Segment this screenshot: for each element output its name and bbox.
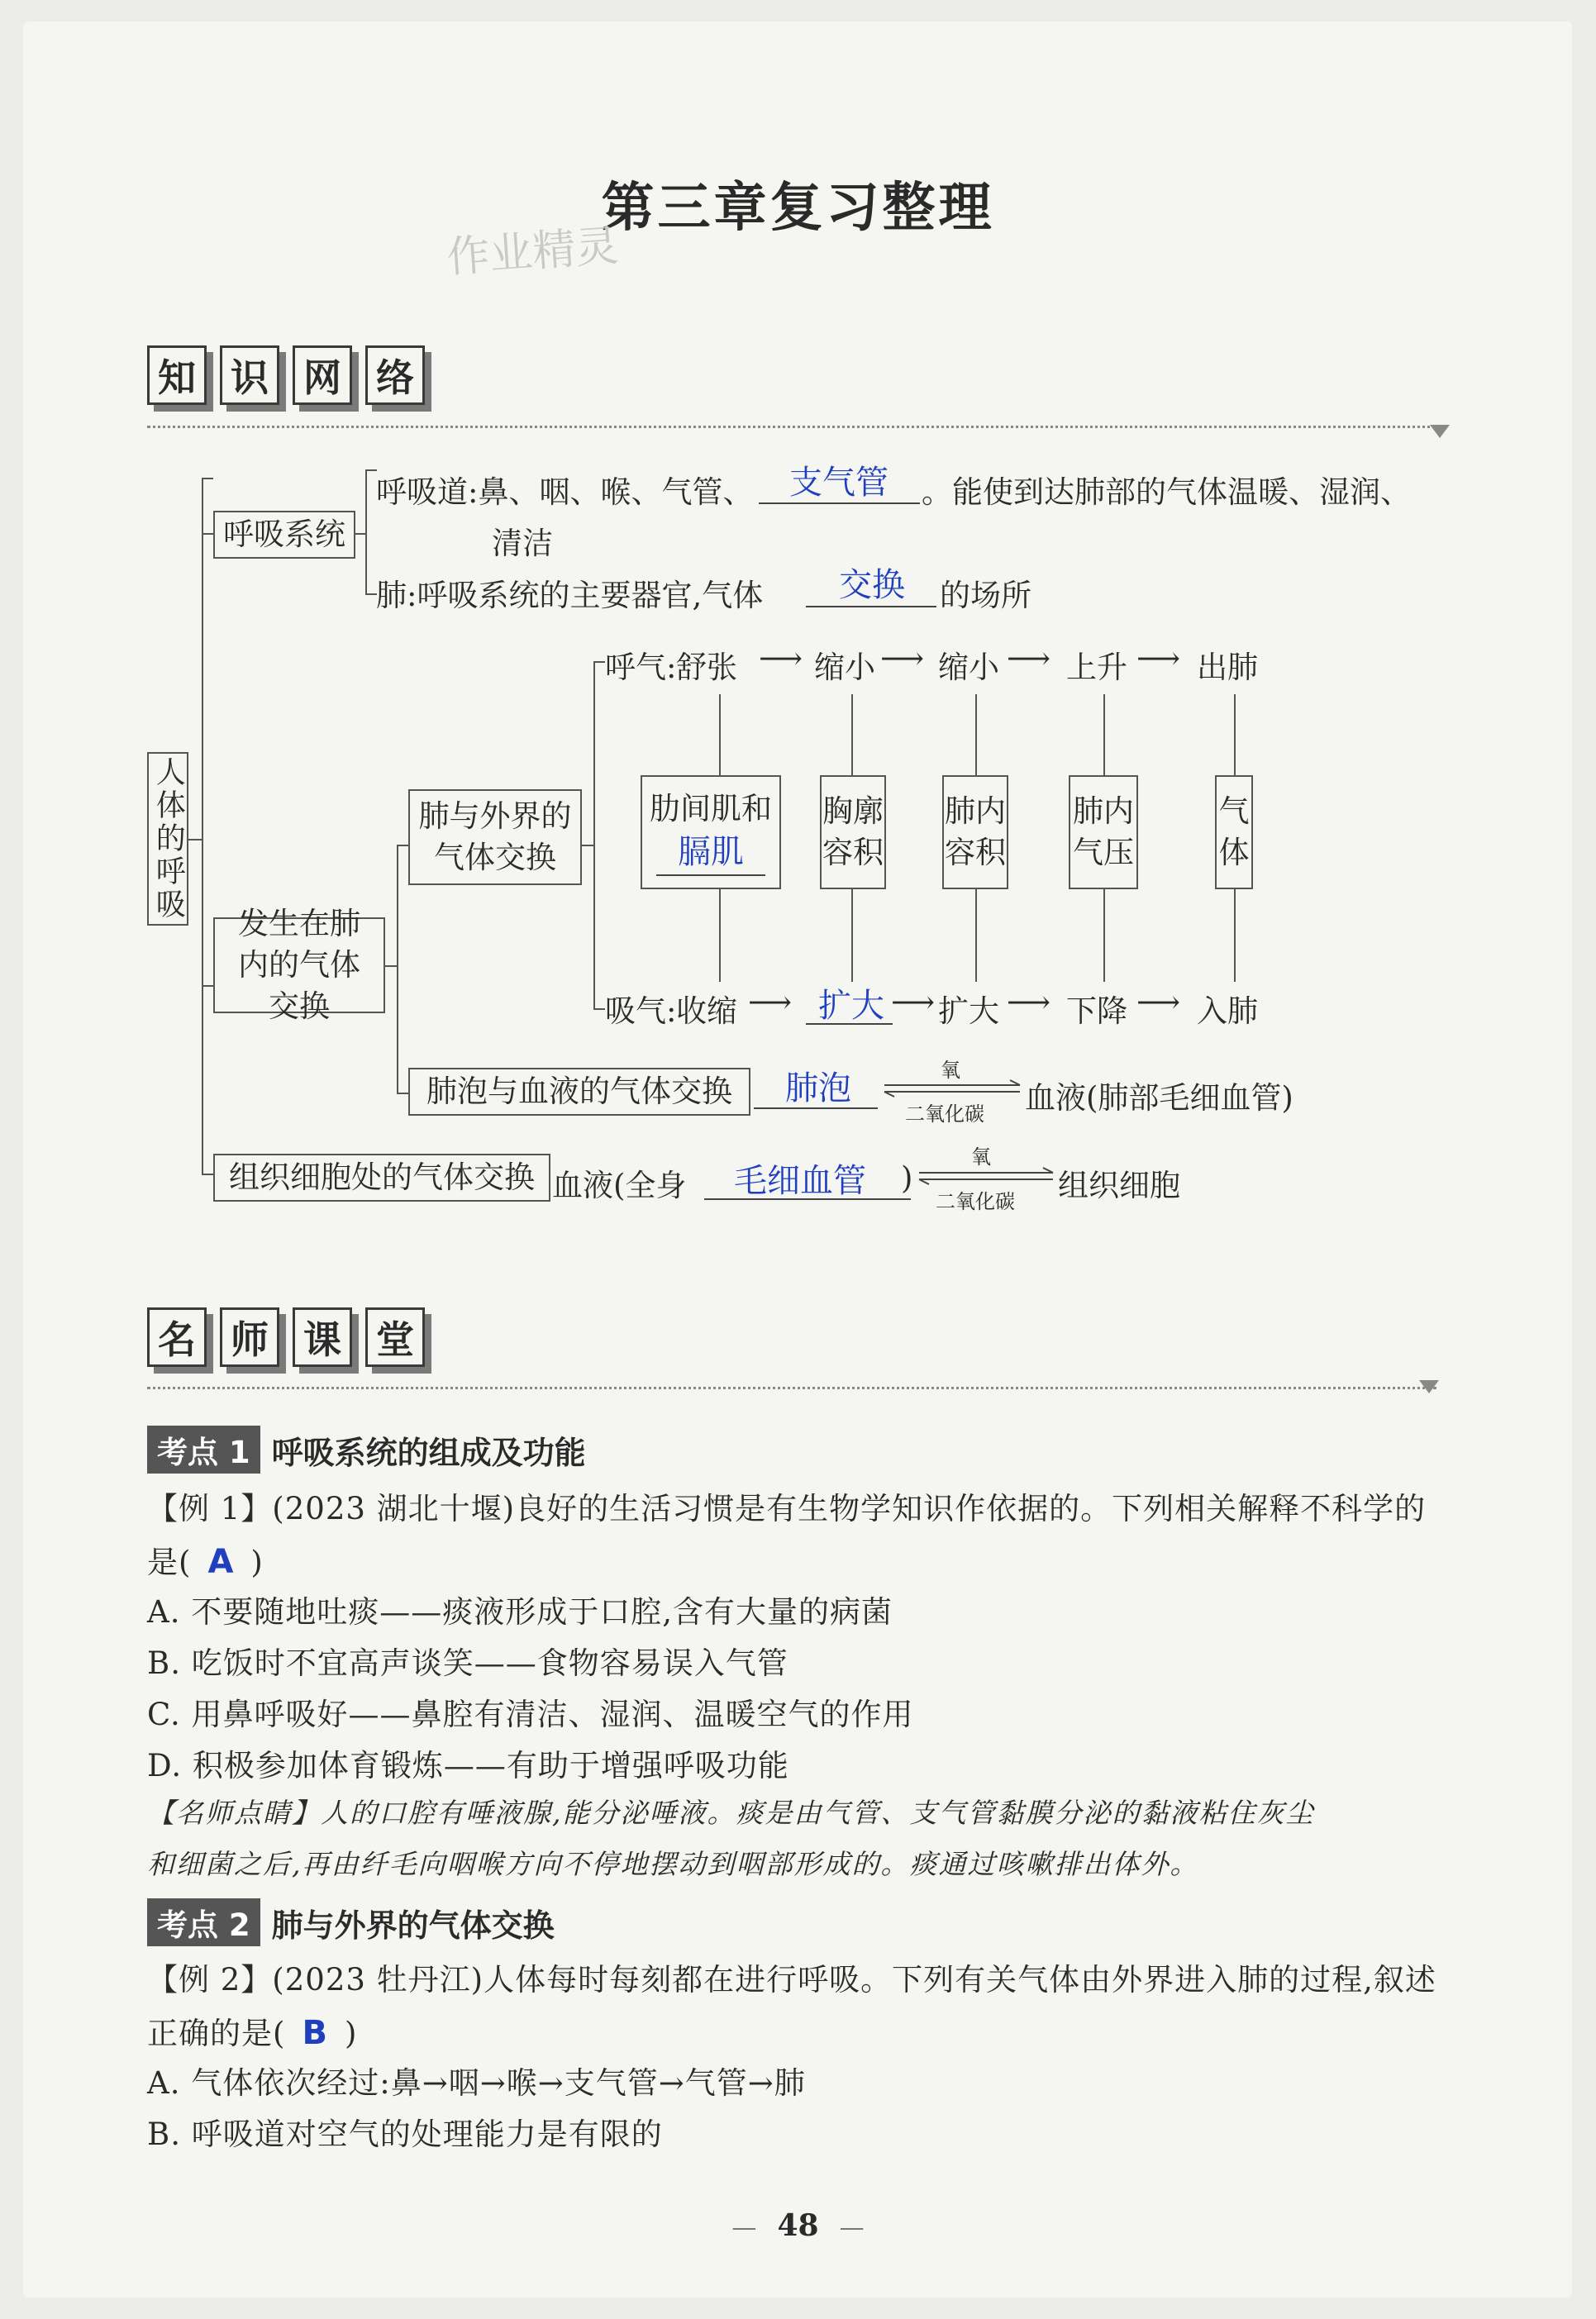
page-number: 48 — [777, 2208, 819, 2243]
bracket-line — [202, 478, 203, 1174]
tissue-box: 组织细胞处的气体交换 — [213, 1154, 550, 1202]
exhale-step: 舒张 — [676, 650, 737, 685]
root-box: 人体的呼吸 — [147, 752, 188, 926]
lung-exchange-box: 发生在肺内的气体交换 — [213, 917, 385, 1013]
resp-system-box: 呼吸系统 — [213, 511, 355, 559]
exhale-step: 缩小 — [938, 650, 999, 685]
section-char: 堂 — [365, 1307, 425, 1367]
teacher-tip: 【名师点睛】人的口腔有唾液腺,能分泌唾液。痰是由气管、支气管黏膜分泌的黏液粘住灰尘 — [147, 1797, 1315, 1829]
exchange-arrow-icon — [883, 1079, 1023, 1099]
answer-alveoli: 肺泡 — [785, 1069, 851, 1107]
example1-answer: A — [207, 1543, 235, 1581]
answer-capillaries: 毛细血管 — [734, 1162, 866, 1200]
section-char: 名 — [147, 1307, 207, 1367]
example2-option: A. 气体依次经过:鼻→咽→喉→支气管→气管→肺 — [147, 2065, 806, 2101]
page-title: 第三章复习整理 — [601, 177, 995, 239]
exhale-step: 出肺 — [1197, 650, 1258, 685]
lung-pressure-box: 肺内 气压 — [1069, 775, 1138, 889]
lung-outside-box: 肺与外界的 气体交换 — [408, 789, 582, 885]
example1-option: D. 积极参加体育锻炼——有助于增强呼吸功能 — [147, 1748, 789, 1783]
kp1-tag: 考点 1 — [147, 1426, 260, 1474]
muscle-box: 肋间肌和 膈肌 — [641, 775, 781, 889]
page-number-row: — 48 — — [731, 2208, 865, 2243]
gas-box: 气 体 — [1215, 775, 1253, 889]
section-char: 络 — [365, 345, 425, 405]
divider — [147, 1387, 1436, 1389]
exhale-step: 上升 — [1066, 650, 1127, 685]
example1-option: B. 吃饭时不宜高声谈笑——食物容易误入气管 — [147, 1645, 788, 1681]
exchange-arrow-icon — [917, 1167, 1056, 1187]
example2-answer: B — [302, 2014, 328, 2052]
section-header-knowledge-network — [147, 345, 425, 405]
section-char: 网 — [293, 345, 352, 405]
kp1-header — [147, 1426, 586, 1474]
inhale-step: 下降 — [1066, 993, 1127, 1029]
resp-tract-text: 呼吸道:鼻、咽、喉、气管、 — [376, 474, 754, 510]
lung-text: 肺:呼吸系统的主要器官,气体 — [376, 578, 764, 613]
oxygen-label: 氧 — [971, 1145, 991, 1169]
example1-line2: 是( A ) — [147, 1543, 264, 1581]
example1-option: C. 用鼻呼吸好——鼻腔有清洁、湿润、温暖空气的作用 — [147, 1697, 914, 1732]
answer-diaphragm: 膈肌 — [656, 830, 765, 876]
example2-option: B. 呼吸道对空气的处理能力是有限的 — [147, 2117, 663, 2152]
watermark: 作业精灵 — [445, 221, 621, 283]
thorax-box: 胸廓 容积 — [820, 775, 886, 889]
answer-expand: 扩大 — [818, 987, 884, 1025]
example2-question: 【例 2】(2023 牡丹江)人体每时每刻都在进行呼吸。下列有关气体由外界进入肺的过程,叙述 — [147, 1962, 1436, 1998]
inhale-step: 收缩 — [676, 993, 737, 1029]
alveoli-box: 肺泡与血液的气体交换 — [408, 1068, 750, 1116]
divider — [147, 426, 1436, 428]
kp2-header — [147, 1898, 555, 1946]
teacher-tip-line2: 和细菌之后,再由纤毛向咽喉方向不停地摆动到咽部形成的。痰通过咳嗽排出体外。 — [147, 1848, 1199, 1880]
triangle-marker-icon — [1419, 1380, 1439, 1393]
example1-option: A. 不要随地吐痰——痰液形成于口腔,含有大量的病菌 — [147, 1594, 893, 1630]
exhale-label: 呼气: — [605, 650, 677, 685]
section-header-teacher-class — [147, 1307, 425, 1367]
section-char: 师 — [220, 1307, 279, 1367]
answer-exchange: 交换 — [839, 566, 905, 604]
co2-label: 二氧化碳 — [905, 1102, 984, 1126]
kp2-title: 肺与外界的气体交换 — [271, 1907, 555, 1944]
kp1-title: 呼吸系统的组成及功能 — [271, 1434, 586, 1471]
section-char: 识 — [220, 345, 279, 405]
triangle-marker-icon — [1430, 425, 1450, 438]
section-char: 课 — [293, 1307, 352, 1367]
kp2-tag: 考点 2 — [147, 1898, 260, 1946]
inhale-step: 入肺 — [1197, 993, 1258, 1029]
section-char: 知 — [147, 345, 207, 405]
lung-volume-box: 肺内 容积 — [942, 775, 1008, 889]
answer-bronchus: 支气管 — [789, 464, 889, 502]
exhale-step: 缩小 — [814, 650, 875, 685]
example2-line2: 正确的是( B ) — [147, 2014, 358, 2052]
example1-question: 【例 1】(2023 湖北十堰)良好的生活习惯是有生物学知识作依据的。下列相关解释不科学的 — [147, 1491, 1427, 1526]
inhale-label: 吸气: — [605, 993, 677, 1029]
co2-label: 二氧化碳 — [936, 1190, 1015, 1213]
oxygen-label: 氧 — [941, 1059, 960, 1082]
inhale-step: 扩大 — [938, 993, 999, 1029]
